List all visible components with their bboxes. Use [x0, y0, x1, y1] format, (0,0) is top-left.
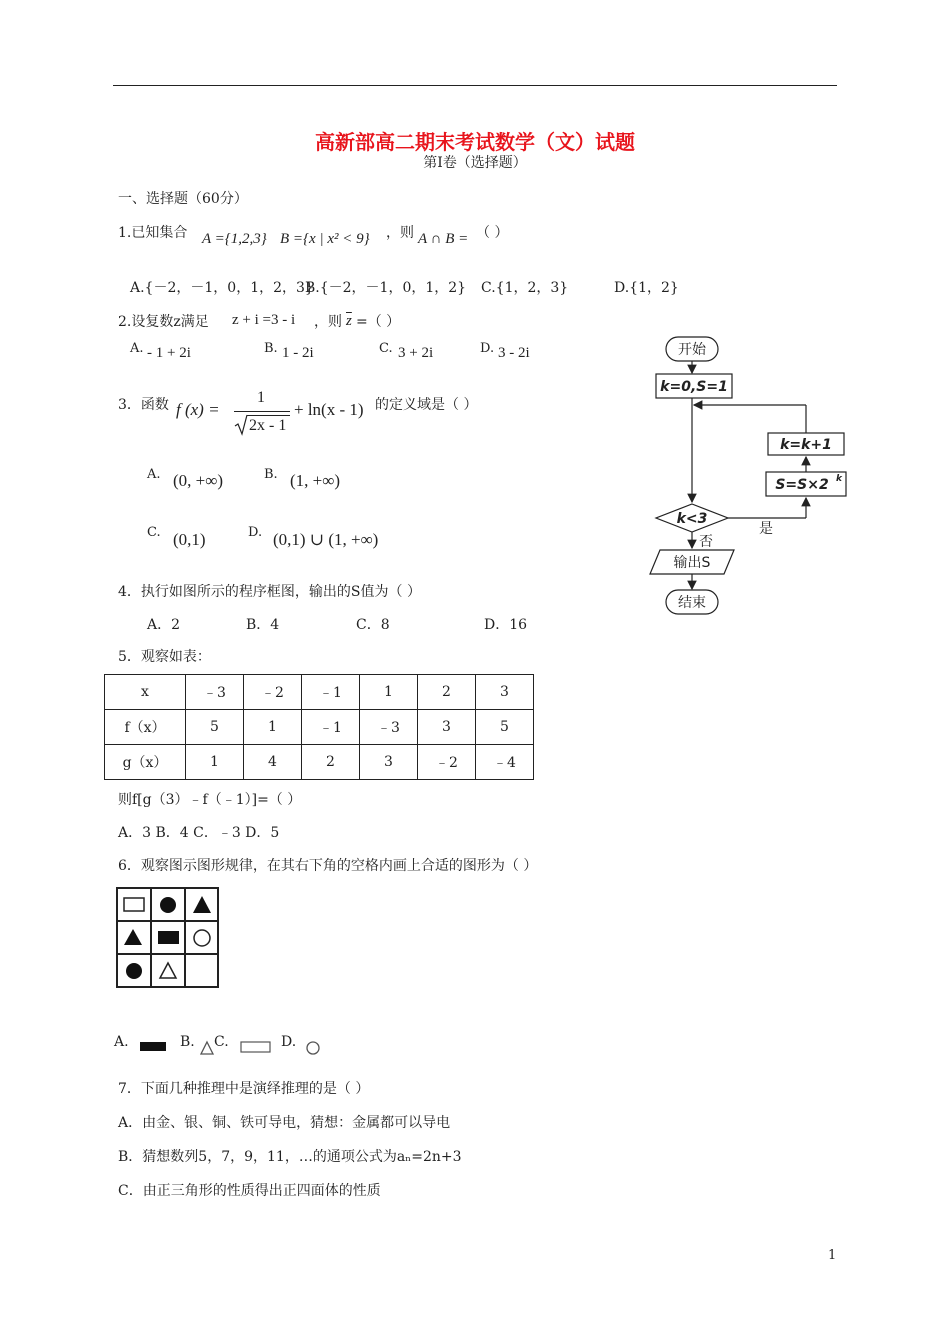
- table-cell: 1: [360, 675, 418, 710]
- q6-option-d-letter: D.: [281, 1034, 297, 1050]
- flow-yes-label: 是: [759, 521, 773, 537]
- table-cell: g（x）: [105, 745, 186, 780]
- q2-equation: z + i =3 - i: [232, 312, 296, 328]
- q1-option-a: A.{－2，－1，0，1，2，3}: [130, 280, 314, 296]
- q3-tail-expr: + ln(x - 1): [294, 400, 364, 419]
- table-cell: 3: [360, 745, 418, 780]
- filled-rectangle-icon: [140, 1042, 167, 1052]
- flow-output-label: 输出S: [673, 555, 711, 571]
- flow-condition-label: k<3: [676, 511, 708, 527]
- q3-sqrt-icon: [234, 414, 248, 436]
- hollow-circle-icon: [194, 930, 210, 946]
- q3-f-lhs: f (x) =: [176, 400, 220, 419]
- table-cell: 5: [186, 710, 244, 745]
- q2-option-c-value: 3 + 2i: [398, 345, 434, 361]
- table-cell: ﹣3: [186, 675, 244, 710]
- flowchart: [648, 334, 858, 619]
- q3-numerator: 1: [257, 389, 265, 406]
- q7-option-b: B．猜想数列5，7，9，11，…的通项公式为aₙ=2n+3: [118, 1149, 462, 1165]
- flow-update-k-label: k=k+1: [780, 437, 832, 453]
- q3-denominator: 2x - 1: [249, 417, 287, 434]
- filled-circle-icon: [160, 897, 176, 913]
- q1-bracket: （ ）: [476, 225, 509, 241]
- q6-option-a-letter: A.: [114, 1034, 129, 1050]
- q2-option-a-value: - 1 + 2i: [147, 345, 191, 361]
- q6-stem: 6．观察图示图形规律，在其右下角的空格内画上合适的图形为（ ）: [118, 858, 538, 874]
- q5-stem: 5．观察如表：: [118, 649, 211, 665]
- table-cell: 3: [418, 710, 476, 745]
- page-subtitle: 第Ⅰ卷（选择题）: [423, 155, 527, 171]
- q7-option-c: C．由正三角形的性质得出正四面体的性质: [118, 1183, 381, 1199]
- q3-option-b-value: (1, +∞): [290, 471, 341, 490]
- q1-expr: A ∩ B =: [418, 231, 469, 247]
- q1-option-d: D.{1，2}: [614, 280, 679, 296]
- section-heading: 一、选择题（60分）: [118, 191, 248, 207]
- page-number: 1: [828, 1248, 837, 1263]
- table-cell: ﹣2: [244, 675, 302, 710]
- hollow-rectangle-icon: [124, 898, 144, 911]
- q5-question: 则f[g（3）﹣f（﹣1）]=（ ）: [118, 792, 302, 808]
- q3-option-c-value: (0,1): [173, 530, 206, 549]
- table-row: [105, 745, 534, 780]
- q3-option-b-letter: B.: [264, 467, 278, 482]
- table-cell: ﹣3: [360, 710, 418, 745]
- table-row: [105, 675, 534, 710]
- flow-no-label: 否: [699, 534, 713, 550]
- header-rule: [113, 85, 837, 86]
- table-row: [105, 710, 534, 745]
- q1-stem: 1.已知集合: [118, 225, 188, 241]
- table-cell: f（x）: [105, 710, 186, 745]
- q2-option-a-letter: A.: [130, 341, 144, 356]
- table-cell: x: [105, 675, 186, 710]
- table-cell: ﹣1: [302, 710, 360, 745]
- flow-update-s-exp: k: [836, 474, 842, 484]
- q5-options: A．3 B．4 C．﹣3 D．5: [118, 825, 280, 841]
- page-title: 高新部高二期末考试数学（文）试题: [315, 130, 635, 154]
- q4-option-d: D．16: [484, 617, 528, 633]
- table-cell: 5: [476, 710, 534, 745]
- q2-option-b-letter: B.: [264, 341, 278, 356]
- q3-option-a-letter: A.: [147, 467, 161, 482]
- flow-start-label: 开始: [678, 342, 706, 358]
- q4-option-b: B．4: [246, 617, 280, 633]
- hollow-circle-icon: [305, 1040, 321, 1056]
- table-cell: ﹣4: [476, 745, 534, 780]
- table-cell: 1: [186, 745, 244, 780]
- hollow-triangle-icon: [200, 1040, 215, 1056]
- table-cell: 4: [244, 745, 302, 780]
- q6-option-b-letter: B.: [180, 1034, 195, 1050]
- q1-option-b: B.{－2，－1，0，1，2}: [305, 280, 467, 296]
- hollow-rectangle-icon: [240, 1041, 271, 1053]
- q3-stem: 3．函数: [118, 397, 169, 413]
- q1-set-a: A ={1,2,3}: [202, 231, 267, 247]
- q7-stem: 7．下面几种推理中是演绎推理的是（ ）: [118, 1081, 370, 1097]
- filled-triangle-icon: [193, 896, 211, 913]
- filled-circle-icon: [126, 963, 142, 979]
- hollow-triangle-icon: [160, 963, 176, 978]
- flow-end-label: 结束: [678, 595, 706, 611]
- q1-set-b: B ={x | x² < 9}: [280, 231, 370, 247]
- q5-table: [104, 674, 534, 780]
- q2-option-c-letter: C.: [379, 341, 393, 356]
- q7-option-a: A．由金、银、铜、铁可导电，猜想：金属都可以导电: [118, 1115, 451, 1131]
- q2-mid: ，则: [314, 314, 342, 330]
- q4-stem: 4．执行如图所示的程序框图，输出的S值为（ ）: [118, 584, 421, 600]
- flow-init-label: k=0,S=1: [660, 379, 728, 395]
- q3-option-d-value: (0,1) ∪ (1, +∞): [273, 530, 379, 549]
- q3-option-d-letter: D.: [248, 525, 263, 540]
- q6-option-c-letter: C.: [214, 1034, 229, 1050]
- q1-mid: ，则: [386, 225, 414, 241]
- q2-tail: =（ ）: [356, 314, 401, 330]
- table-cell: ﹣2: [418, 745, 476, 780]
- table-cell: 2: [302, 745, 360, 780]
- q2-option-b-value: 1 - 2i: [282, 345, 314, 361]
- q2-option-d-letter: D.: [480, 341, 495, 356]
- q2-z-conjugate: $\overline{z}$: [346, 313, 352, 329]
- q2-stem: 2.设复数z满足: [118, 314, 209, 330]
- q2-option-d-value: 3 - 2i: [498, 345, 530, 361]
- q4-option-c: C．8: [356, 617, 390, 633]
- table-cell: 1: [244, 710, 302, 745]
- q1-option-c: C.{1，2，3}: [481, 280, 569, 296]
- filled-triangle-icon: [124, 929, 142, 945]
- q4-option-a: A．2: [147, 617, 181, 633]
- q3-tail: 的定义域是（ ）: [375, 397, 478, 413]
- filled-rectangle-icon: [158, 931, 179, 944]
- q3-fraction-bar: [234, 411, 290, 412]
- q3-option-c-letter: C.: [147, 525, 161, 540]
- flow-update-s-label: S=S×2: [775, 477, 829, 493]
- table-cell: ﹣1: [302, 675, 360, 710]
- table-cell: 3: [476, 675, 534, 710]
- q3-sqrt-bar: [247, 415, 290, 416]
- q3-option-a-value: (0, +∞): [173, 471, 224, 490]
- table-cell: 2: [418, 675, 476, 710]
- q6-pattern-grid: [116, 887, 220, 989]
